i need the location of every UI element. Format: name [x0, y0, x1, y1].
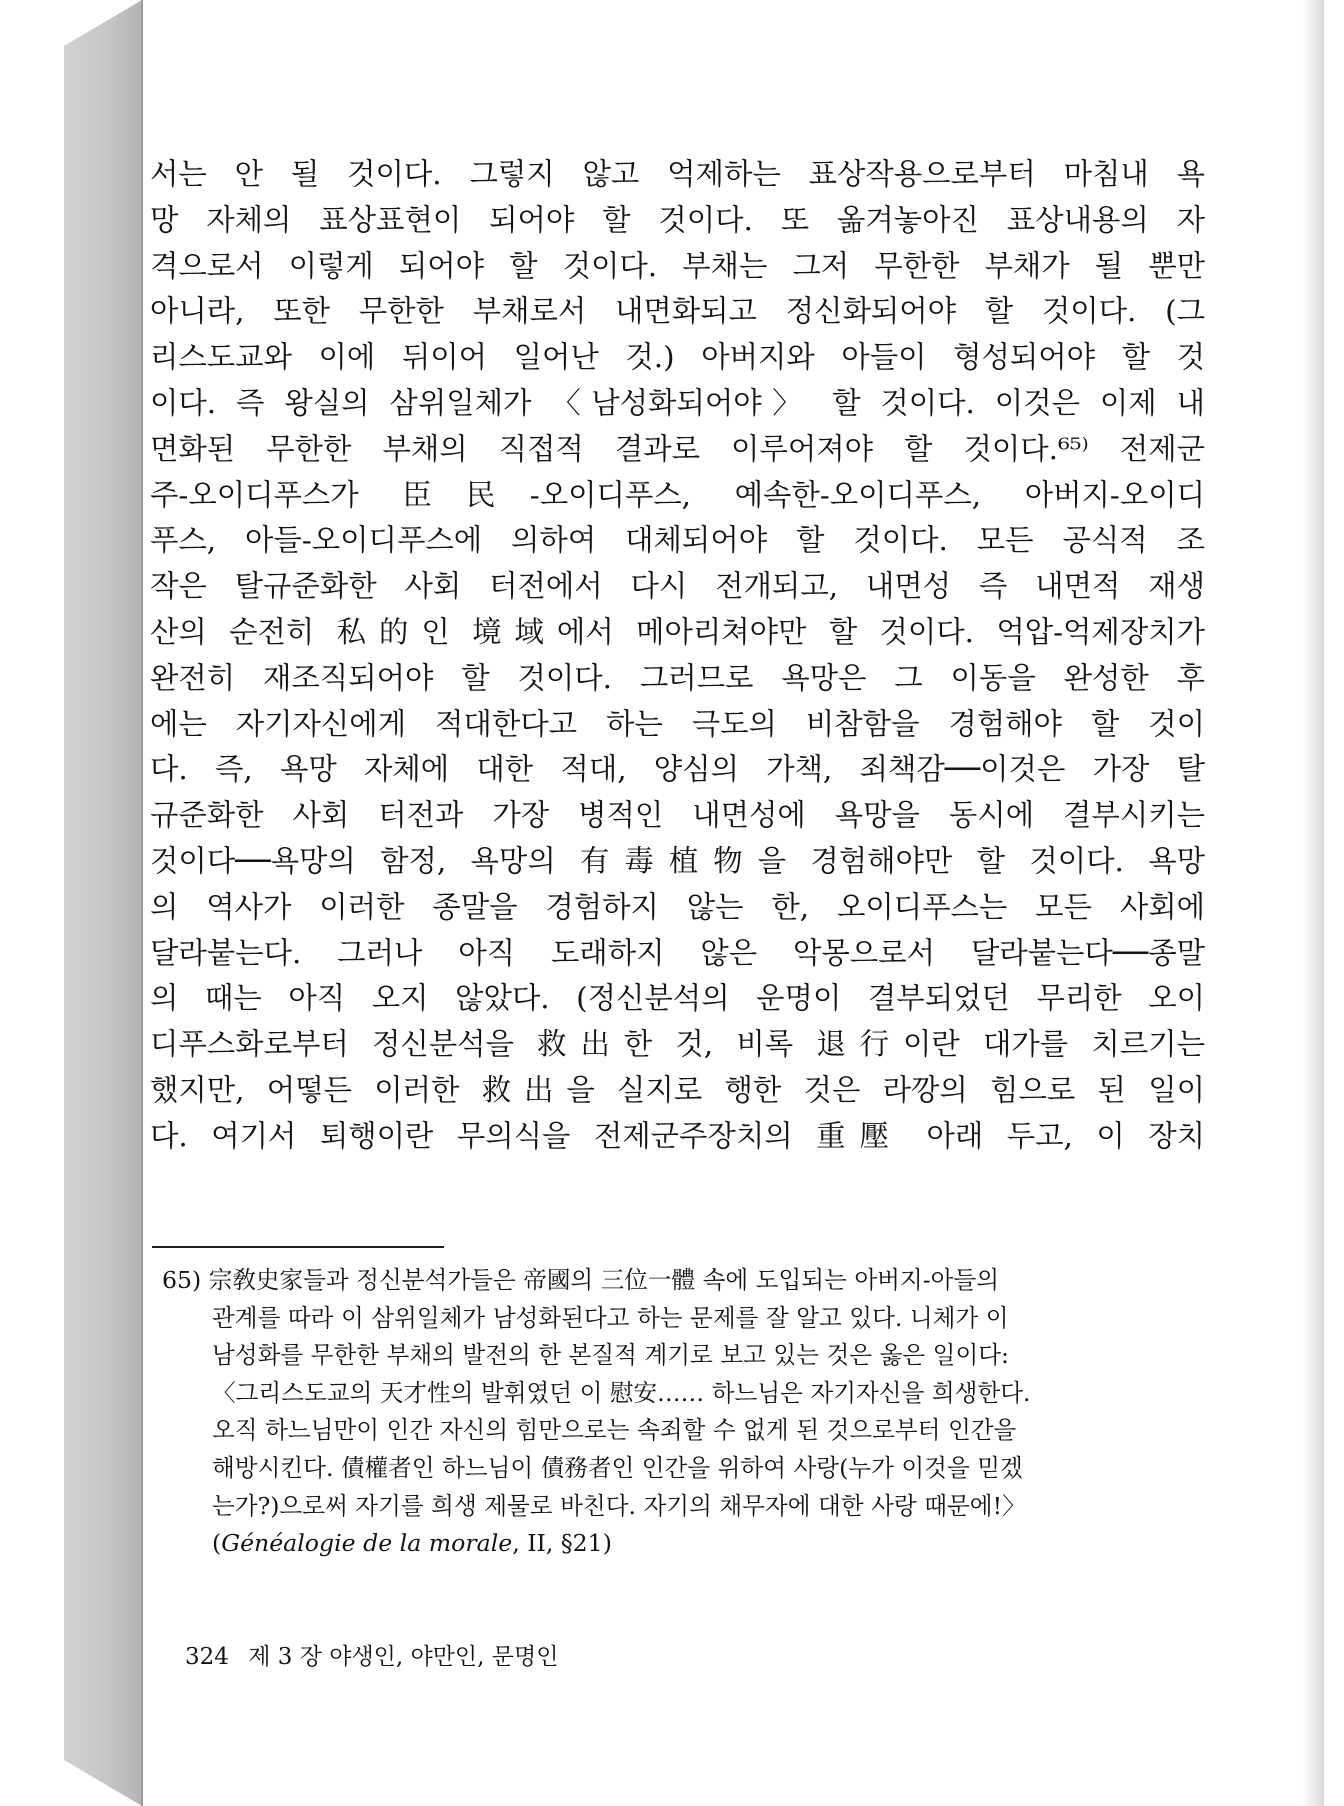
body-text [150, 152, 1205, 1160]
footnote-divider [152, 1246, 444, 1248]
body-line: 산의 순전히 私的인 境域에서 메아리쳐야만 할 것이다. 억압-억제장치가 [150, 614, 1205, 649]
body-line: 주-오이디푸스가 臣民-오이디푸스, 예속한-오이디푸스, 아버지-오이디 [150, 477, 1205, 512]
citation-title: Généalogie de la morale [221, 1529, 513, 1558]
citation-rest: , II, §21) [512, 1529, 612, 1558]
running-head-chapter: 제 3 장 야생인, 야만인, 문명인 [248, 1644, 559, 1670]
footnote-line: 남성화를 무한한 부채의 발전의 한 본질적 계기로 보고 있는 것은 옳은 일이다: [212, 1341, 1009, 1370]
footnote-line: 해방시킨다. 債權者인 하느님이 債務者인 인간을 위하여 사랑(누가 이것을 믿겠 [212, 1453, 1023, 1482]
body-line: 아니라, 또한 무한한 부채로서 내면화되고 정신화되어야 할 것이다. (그 [150, 294, 1205, 329]
footnote [162, 1262, 1207, 1563]
footnote-line: 65) 宗敎史家들과 정신분석가들은 帝國의 三位一體 속에 도입되는 아버지-아들의 [162, 1266, 1000, 1294]
body-line: 작은 탈규준화한 사회 터전에서 다시 전개되고, 내면성 즉 내면적 재생 [150, 569, 1205, 604]
book-spine [64, 0, 142, 1806]
footnote-line: 관계를 따라 이 삼위일체가 남성화된다고 하는 문제를 잘 알고 있다. 니체가 이 [212, 1303, 1009, 1332]
body-line: 푸스, 아들-오이디푸스에 의하여 대체되어야 할 것이다. 모든 공식적 조 [150, 523, 1205, 558]
body-line: 망 자체의 표상표현이 되어야 할 것이다. 또 옮겨놓아진 표상내용의 자 [150, 202, 1205, 237]
body-line: 달라붙는다. 그러나 아직 도래하지 않은 악몽으로서 달라붙는다──종말 [150, 935, 1205, 970]
body-line: 했지만, 어떻든 이러한 救出을 실지로 행한 것은 라깡의 힘으로 된 일이 [150, 1072, 1205, 1107]
page-number: 324 [185, 1644, 229, 1670]
body-line: 이다. 즉 왕실의 삼위일체가 〈남성화되어야〉 할 것이다. 이것은 이제 내 [150, 385, 1205, 420]
footnote-line: 〈그리스도교의 天才性의 발휘였던 이 慰安…… 하느님은 자기자신을 희생한다. [212, 1378, 1031, 1407]
body-line: 면화된 무한한 부채의 직접적 결과로 이루어져야 할 것이다.⁶⁵⁾ 전제군 [150, 431, 1205, 466]
footnote-citation: (Généalogie de la morale, II, §21) [212, 1529, 612, 1558]
page-shadow [1302, 0, 1324, 1806]
body-line: 의 때는 아직 오지 않았다. (정신분석의 운명이 결부되었던 무리한 오이 [150, 981, 1205, 1016]
body-line: 다. 여기서 퇴행이란 무의식을 전제군주장치의 重壓 아래 두고, 이 장치 [150, 1118, 1205, 1153]
body-line: 에는 자기자신에게 적대한다고 하는 극도의 비참함을 경험해야 할 것이 [150, 706, 1205, 741]
body-line: 다. 즉, 욕망 자체에 대한 적대, 양심의 가책, 죄책감──이것은 가장 탈 [150, 752, 1205, 787]
body-line: 것이다──욕망의 함정, 욕망의 有毒植物을 경험해야만 할 것이다. 욕망 [150, 843, 1205, 878]
body-line: 격으로서 이렇게 되어야 할 것이다. 부채는 그저 무한한 부채가 될 뿐만 [150, 248, 1205, 283]
body-line: 완전히 재조직되어야 할 것이다. 그러므로 욕망은 그 이동을 완성한 후 [150, 660, 1205, 695]
body-line: 리스도교와 이에 뒤이어 일어난 것.) 아버지와 아들이 형성되어야 할 것 [150, 340, 1205, 375]
page-footer [185, 1638, 570, 1671]
body-line: 디푸스화로부터 정신분석을 救出한 것, 비록 退行이란 대가를 치르기는 [150, 1027, 1205, 1062]
body-line: 규준화한 사회 터전과 가장 병적인 내면성에 욕망을 동시에 결부시키는 [150, 798, 1205, 833]
footnote-line: 오직 하느님만이 인간 자신의 힘만으로는 속죄할 수 없게 된 것으로부터 인간을 [212, 1416, 1017, 1445]
body-line: 서는 안 될 것이다. 그렇지 않고 억제하는 표상작용으로부터 마침내 욕 [150, 157, 1205, 191]
footnote-line: 는가?)으로써 자기를 희생 제물로 바친다. 자기의 채무자에 대한 사랑 때문에!〉 [212, 1491, 1026, 1520]
body-line: 의 역사가 이러한 종말을 경험하지 않는 한, 오이디푸스는 모든 사회에 [150, 889, 1205, 924]
